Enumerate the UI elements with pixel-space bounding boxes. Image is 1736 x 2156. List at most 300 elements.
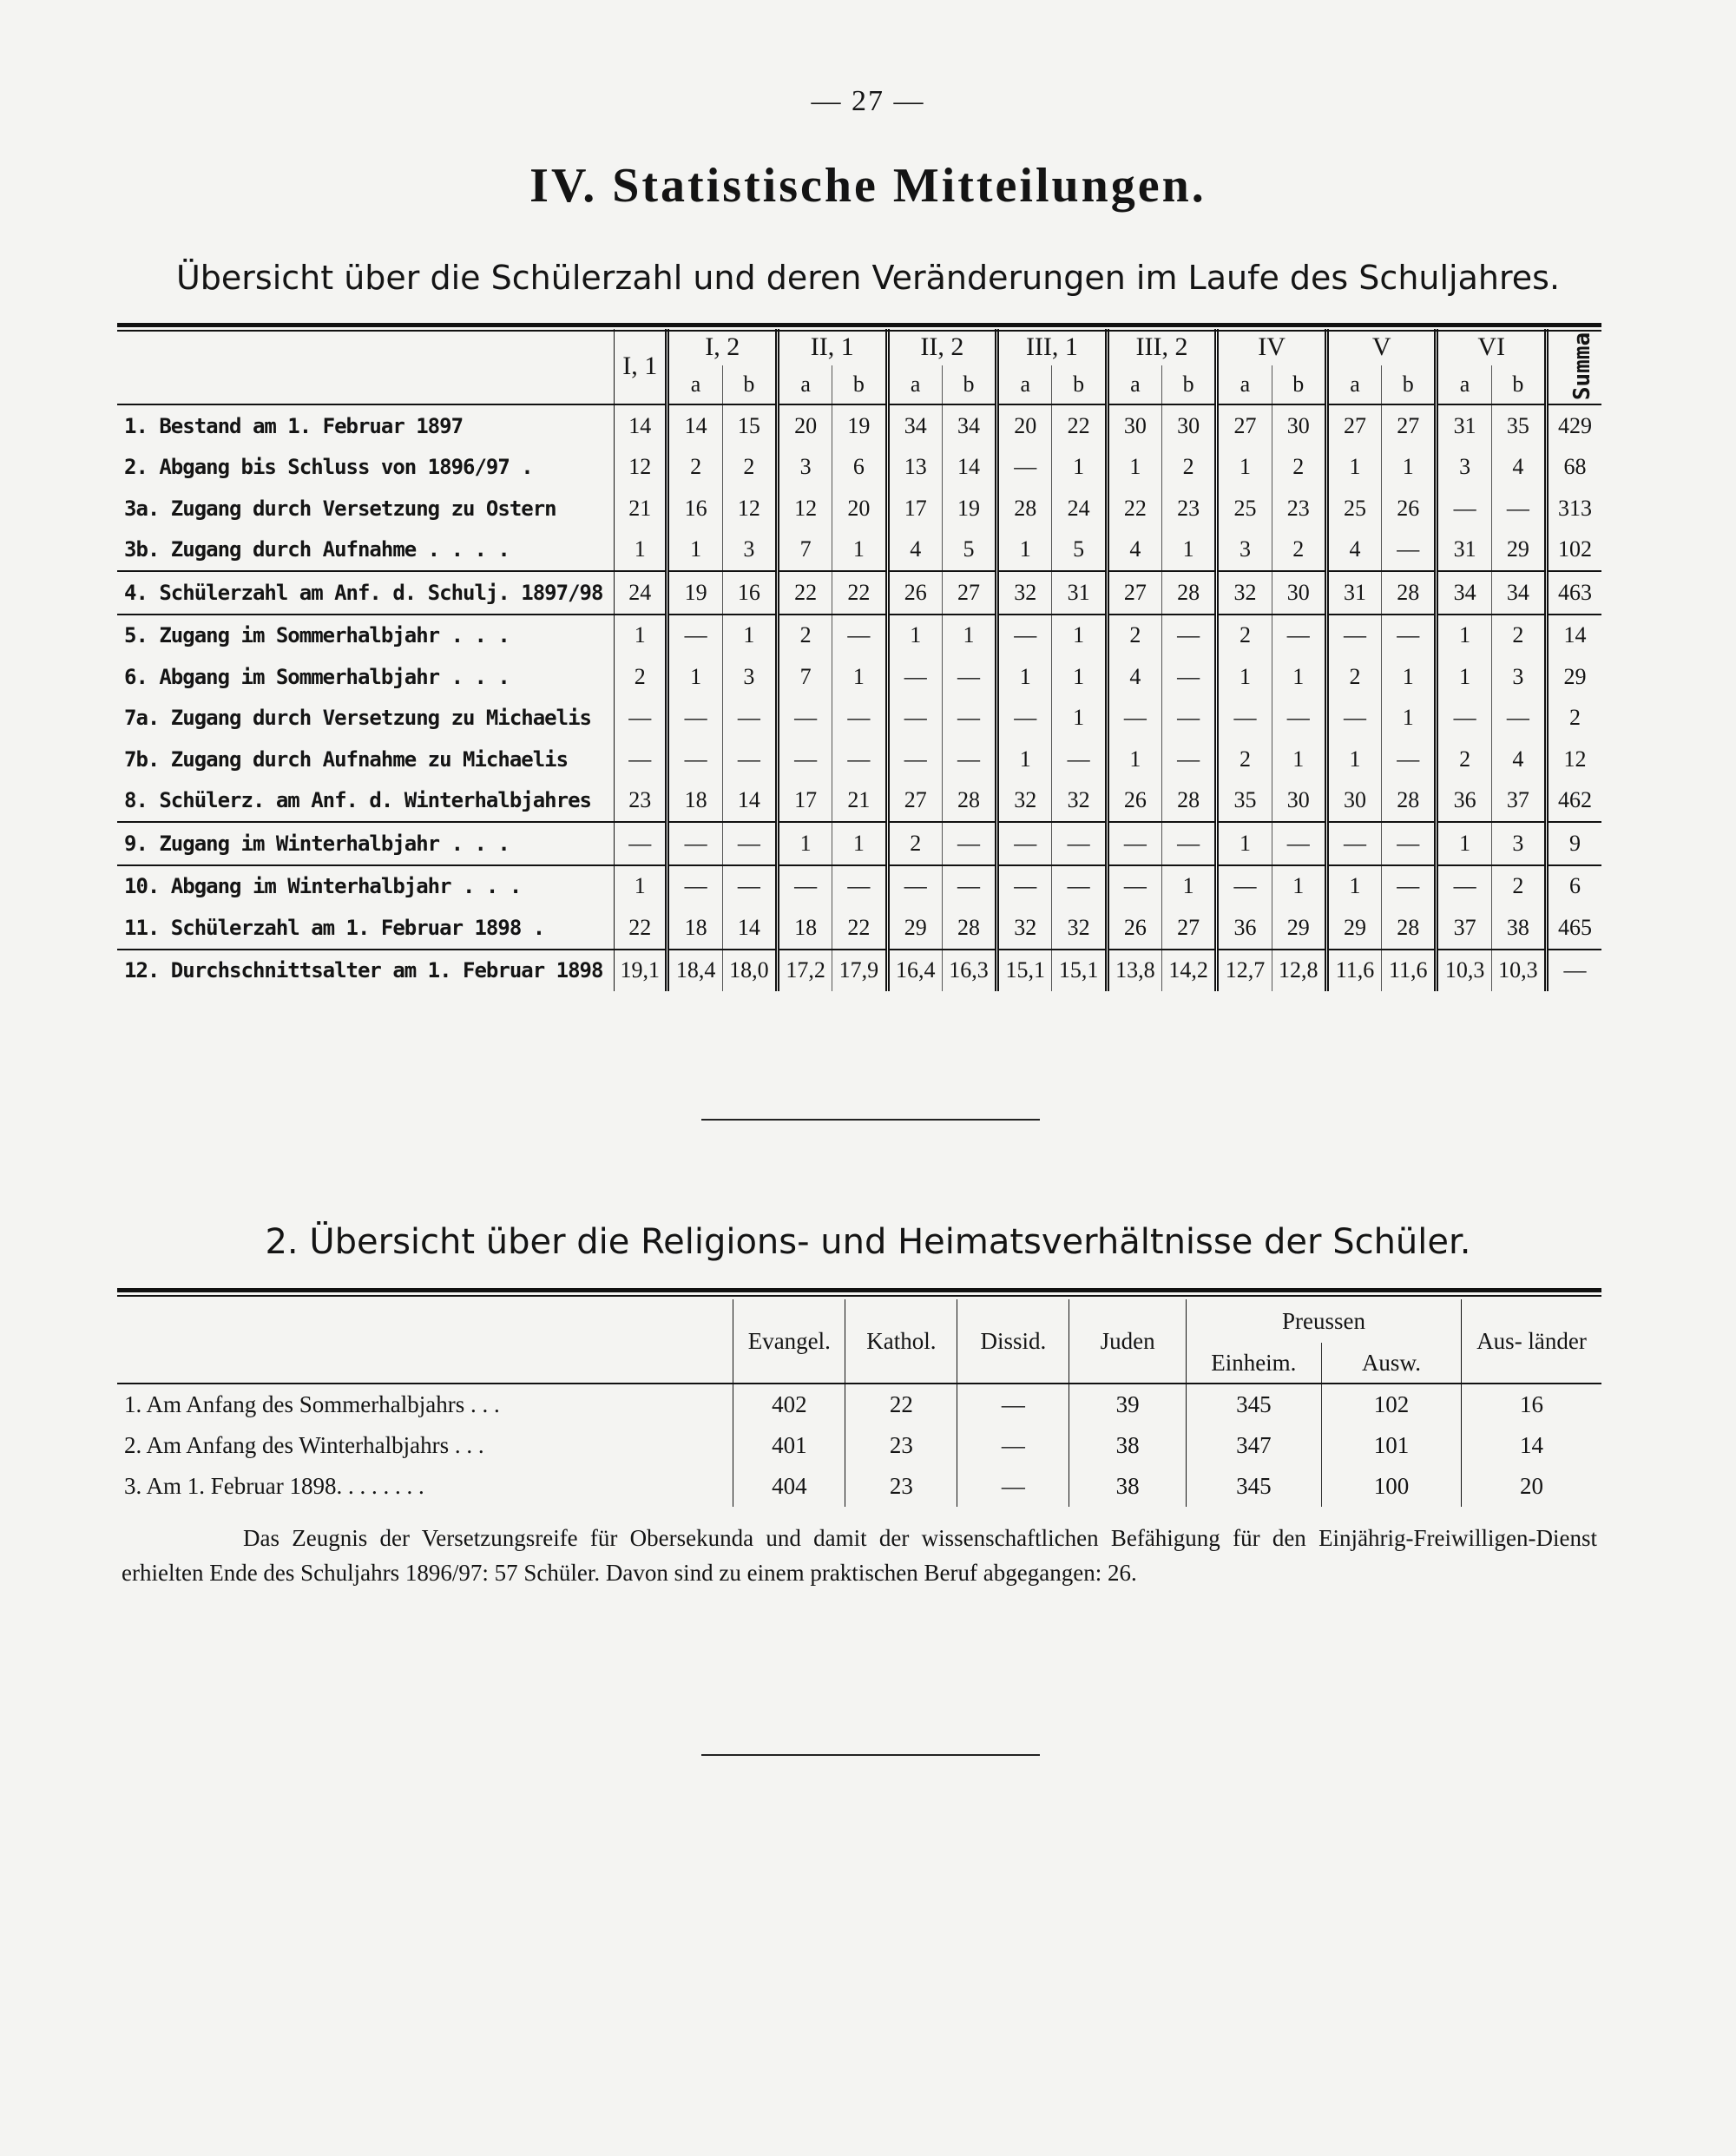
table-cell: — [1162,656,1217,698]
table-cell: — [957,1384,1069,1425]
table-cell: 25 [1217,488,1272,529]
table-cell: — [722,739,777,780]
table-cell: 429 [1547,404,1602,447]
table-cell: — [1437,865,1491,908]
table-cell: 26 [1107,907,1161,950]
table-cell: 30 [1326,780,1381,823]
table-cell: — [1437,698,1491,739]
table-cell: 23 [615,780,667,823]
table-cell: — [777,739,832,780]
table-cell: 1 [1217,656,1272,698]
table-cell: 16 [1462,1384,1601,1425]
table-cell: 402 [733,1384,845,1425]
table-cell: 2 [1547,698,1602,739]
table-cell: 465 [1547,907,1602,950]
table-cell: 29 [1326,907,1381,950]
dissid-header: Dissid. [957,1299,1069,1384]
table-cell: 102 [1321,1384,1461,1425]
table-cell: 12 [777,488,832,529]
table-cell: 34 [1491,571,1546,615]
row-label: 3b. Zugang durch Aufnahme . . . . [117,529,615,572]
table-cell: 18 [667,780,722,823]
table-cell: 12 [722,488,777,529]
row-label-header [117,329,615,404]
table-cell: 20 [832,488,887,529]
table-cell: — [667,615,722,657]
table-cell: 404 [733,1466,845,1507]
table-cell: 18,0 [722,950,777,992]
table-cell: 13,8 [1107,950,1161,992]
table-cell: 27 [1162,907,1217,950]
table-cell: 31 [1437,404,1491,447]
table-cell: 29 [887,907,942,950]
table-cell: — [777,865,832,908]
table-cell: 14,2 [1162,950,1217,992]
table-cell: 1 [832,656,887,698]
table-cell: 1 [1437,615,1491,657]
table-row [117,780,1601,823]
evangel-header: Evangel. [733,1299,845,1384]
table-row [117,529,1601,572]
table-cell: — [942,656,996,698]
table-cell: 32 [1052,907,1107,950]
table-cell: 11,6 [1326,950,1381,992]
table-cell: — [997,822,1052,865]
table-cell: 32 [997,780,1052,823]
table-cell: — [1382,865,1437,908]
table-cell: — [942,698,996,739]
table-cell: 22 [1052,404,1107,447]
table-cell: 14 [1547,615,1602,657]
table-cell: 2 [1437,739,1491,780]
table-cell: 19 [832,404,887,447]
page-number: — 27 — [811,85,925,117]
table-row [117,1384,1601,1425]
sub-b: b [1052,365,1107,404]
table-cell: 7 [777,529,832,572]
table-cell: 1 [615,865,667,908]
sub-a: a [1107,365,1161,404]
table-cell: 3 [1491,656,1546,698]
table-cell: — [1217,865,1272,908]
table-cell: 2 [1217,615,1272,657]
religion-origin-body [117,1384,1601,1507]
table-cell: — [832,865,887,908]
table-cell: 23 [845,1466,957,1507]
table-row [117,656,1601,698]
table-cell: 313 [1547,488,1602,529]
table-cell: 10,3 [1491,950,1546,992]
table-cell: — [1326,822,1381,865]
sub-a: a [887,365,942,404]
table-cell: 345 [1186,1384,1321,1425]
row-label: 8. Schülerz. am Anf. d. Winterhalbjahres [117,780,615,823]
table-cell: 2 [667,447,722,489]
table-cell: — [777,698,832,739]
table-cell: 19 [667,571,722,615]
class-header: V [1326,329,1437,365]
table-cell: 22 [845,1384,957,1425]
row-label-header [117,1299,733,1384]
table-cell: 26 [1382,488,1437,529]
table-cell: 26 [887,571,942,615]
table-cell: 3 [1217,529,1272,572]
table-cell: 32 [1052,780,1107,823]
table-cell: 1 [942,615,996,657]
table-cell: — [957,1425,1069,1466]
table-cell: 1 [667,656,722,698]
table-cell: 1 [1382,656,1437,698]
table-cell: 34 [942,404,996,447]
table-cell: 36 [1437,780,1491,823]
table-cell: — [615,822,667,865]
table-cell: 1 [1162,529,1217,572]
table-cell: 2 [615,656,667,698]
table-cell: — [997,447,1052,489]
class-header: VI [1437,329,1547,365]
table-row [117,1425,1601,1466]
row-label: 3. Am 1. Februar 1898. . . . . . . . [124,1473,424,1499]
row-label: 7a. Zugang durch Versetzung zu Michaelis [124,706,591,731]
table-cell: 1 [615,615,667,657]
table-cell: 1 [1052,656,1107,698]
table-cell: 1 [1437,822,1491,865]
table-cell: 22 [1107,488,1161,529]
table-cell: 23 [845,1425,957,1466]
sub-a: a [997,365,1052,404]
table-cell: — [1272,822,1326,865]
sub-a: a [1217,365,1272,404]
table-cell: 19,1 [615,950,667,992]
table-cell: 16 [667,488,722,529]
table-cell: 4 [1326,529,1381,572]
table-cell: 1 [1382,447,1437,489]
table-cell: — [942,865,996,908]
table-cell: 30 [1162,404,1217,447]
table-cell: — [1052,739,1107,780]
table-cell: 1 [1107,447,1161,489]
table-cell: 22 [832,571,887,615]
table-cell: 14 [722,907,777,950]
table-cell: 4 [1491,739,1546,780]
table-cell: 3 [1491,822,1546,865]
table-cell: 18,4 [667,950,722,992]
table-cell: 1 [1052,698,1107,739]
table-cell: 22 [832,907,887,950]
table-cell: 9 [1547,822,1602,865]
table-cell: 1 [777,822,832,865]
einheim-header: Einheim. [1186,1343,1321,1384]
table-cell: 28 [942,907,996,950]
table-cell: 68 [1547,447,1602,489]
table-cell: — [1491,698,1546,739]
table-cell: 6 [1547,865,1602,908]
table-cell: 27 [942,571,996,615]
table-cell: 23 [1272,488,1326,529]
table-cell: 17 [887,488,942,529]
table-cell: 2 [1272,447,1326,489]
summa-header: Summa [1547,329,1602,404]
table-cell: 12 [615,447,667,489]
table-cell: 2 [1162,447,1217,489]
table-cell: — [1107,698,1161,739]
table-cell: 1 [997,739,1052,780]
note-paragraph: Das Zeugnis der Versetzungsreife für Obersekunda und damit der wissenschaftlichen Befähigung für den Einjährig-Freiwilligen-Dienst erhielten Ende des Schuljahrs 1896/97: 57 Schüler. Davon sind zu einem praktischen Beruf abgegangen: 26. [122,1525,1597,1586]
table-cell: — [615,698,667,739]
table-cell: 35 [1217,780,1272,823]
table-cell: — [615,739,667,780]
class-header: III, 1 [997,329,1108,365]
table-cell: 38 [1491,907,1546,950]
row-label: 6. Abgang im Sommerhalbjahr . . . [124,664,510,689]
table-cell: 27 [887,780,942,823]
sub-b: b [1272,365,1326,404]
table-cell: — [832,739,887,780]
table-cell: 38 [1069,1466,1186,1507]
row-label: 2. Am Anfang des Winterhalbjahrs . . . [124,1432,484,1458]
table-cell: 5 [1052,529,1107,572]
table-cell: 1 [1272,656,1326,698]
table-cell: 10,3 [1437,950,1491,992]
table-cell: 35 [1491,404,1546,447]
row-label: 1. Bestand am 1. Februar 1897 [117,404,615,447]
table-cell: — [1162,615,1217,657]
table-cell: 2 [1491,865,1546,908]
table-cell: — [722,865,777,908]
table-cell: 27 [1107,571,1161,615]
table-cell: 31 [1437,529,1491,572]
table-cell: 1 [1382,698,1437,739]
row-label: 11. Schülerzahl am 1. Februar 1898 . [117,907,615,950]
table-cell: — [1326,615,1381,657]
table-cell: — [887,698,942,739]
sub-a: a [1437,365,1491,404]
class-header: II, 2 [887,329,997,365]
table-cell: 32 [997,907,1052,950]
table-cell: 36 [1217,907,1272,950]
table-cell: — [887,739,942,780]
table-cell: 16 [722,571,777,615]
table-cell: 463 [1547,571,1602,615]
end-rule [701,1754,1040,1756]
table-cell: — [997,865,1052,908]
row-label: 1. Am Anfang des Sommerhalbjahrs . . . [124,1391,500,1417]
table-cell: 28 [1382,571,1437,615]
table-cell: — [997,698,1052,739]
table-cell: — [1326,698,1381,739]
table-cell: 28 [997,488,1052,529]
table-cell: 20 [1462,1466,1601,1507]
table-cell: 1 [1052,615,1107,657]
table-cell: — [1382,739,1437,780]
table-cell: 29 [1547,656,1602,698]
table-cell: 17,2 [777,950,832,992]
table-cell: 19 [942,488,996,529]
table-cell: — [832,698,887,739]
preussen-header: Preussen [1186,1299,1461,1343]
ausw-header: Ausw. [1321,1343,1461,1384]
table-cell: 6 [832,447,887,489]
table-cell: 7 [777,656,832,698]
table-cell: 2 [1326,656,1381,698]
table-cell: 37 [1491,780,1546,823]
religion-header-row [117,1299,1601,1343]
religion-origin-table [117,1299,1601,1507]
table-cell: 28 [942,780,996,823]
table1-title: Übersicht über die Schülerzahl und deren Veränderungen im Laufe des Schuljahres. [175,259,1561,297]
section-title: IV. Statistische Mitteilungen. [529,159,1207,213]
table-cell: 34 [1437,571,1491,615]
sub-a: a [777,365,832,404]
table-cell: 2 [887,822,942,865]
table-cell: 462 [1547,780,1602,823]
table-cell: 28 [1162,780,1217,823]
row-label: 2. Abgang bis Schluss von 1896/97 . [124,455,533,480]
sub-b: b [832,365,887,404]
table-cell: 1 [832,529,887,572]
table-cell: 27 [1217,404,1272,447]
row-label: 4. Schülerzahl am Anf. d. Schulj. 1897/98 [117,571,615,615]
kathol-header: Kathol. [845,1299,957,1384]
table-row [117,907,1601,950]
table-cell: 1 [1217,822,1272,865]
table-cell: 17,9 [832,950,887,992]
table-cell: 14 [615,404,667,447]
table-cell: — [1491,488,1546,529]
table-cell: — [997,615,1052,657]
table2-top-rule [117,1288,1601,1297]
class-header: III, 2 [1107,329,1217,365]
table-cell: 21 [615,488,667,529]
table-cell: 21 [832,780,887,823]
table-cell: 22 [615,907,667,950]
pupil-count-body [117,404,1601,991]
table-cell: 25 [1326,488,1381,529]
table-cell: 23 [1162,488,1217,529]
table-cell: 3 [722,529,777,572]
table-cell: 13 [887,447,942,489]
table-cell: 24 [1052,488,1107,529]
table-cell: 14 [1462,1425,1601,1466]
table-cell: 345 [1186,1466,1321,1507]
row-label: 12. Durchschnittsalter am 1. Februar 1898 [124,958,603,983]
sub-b: b [1162,365,1217,404]
table2-title: 2. Übersicht über die Religions- und Heimatsverhältnisse der Schüler. [265,1222,1471,1262]
table-cell: — [887,656,942,698]
table-cell: — [1162,822,1217,865]
class-header: II, 1 [777,329,887,365]
table-cell: 1 [1326,447,1381,489]
table-cell: 27 [1326,404,1381,447]
table-cell: — [1547,950,1602,992]
class-header: I, 2 [667,329,778,365]
table-cell: 1 [615,529,667,572]
pupil-count-table [117,329,1601,991]
table-cell: 17 [777,780,832,823]
table-cell: — [1382,529,1437,572]
table-cell: — [667,698,722,739]
table-cell: 1 [1326,739,1381,780]
table-row [117,447,1601,489]
row-label: 10. Abgang im Winterhalbjahr . . . [124,874,522,899]
table-cell: 1 [997,656,1052,698]
table-cell: 15,1 [1052,950,1107,992]
table-cell: 30 [1272,780,1326,823]
table-row [117,1466,1601,1507]
table-cell: — [1437,488,1491,529]
table-cell: 30 [1272,571,1326,615]
table-cell: 1 [1217,447,1272,489]
table-cell: 29 [1491,529,1546,572]
class-header: IV [1217,329,1327,365]
table-cell: 16,4 [887,950,942,992]
table-cell: — [722,822,777,865]
table-cell: 100 [1321,1466,1461,1507]
row-label: 3a. Zugang durch Versetzung zu Ostern [124,496,556,521]
table-cell: 11,6 [1382,950,1437,992]
table-cell: 28 [1162,571,1217,615]
table-cell: 14 [942,447,996,489]
table-cell: 18 [667,907,722,950]
table-cell: 14 [667,404,722,447]
table-cell: 31 [1326,571,1381,615]
table-row [117,865,1601,908]
sub-a: a [667,365,722,404]
table-cell: — [1162,698,1217,739]
row-label: 9. Zugang im Winterhalbjahr . . . [117,822,615,865]
table-cell: 34 [887,404,942,447]
table-cell: 1 [1162,865,1217,908]
divider-rule [701,1119,1040,1121]
table-cell: 29 [1272,907,1326,950]
table-cell: 1 [1272,739,1326,780]
table-row [117,488,1601,529]
table-cell: 12,7 [1217,950,1272,992]
table-cell: 12 [1547,739,1602,780]
table-cell: 2 [777,615,832,657]
table-cell: — [667,739,722,780]
table-cell: 20 [777,404,832,447]
table-cell: 3 [1437,447,1491,489]
table-row [117,739,1601,780]
table-cell: — [942,739,996,780]
table-cell: — [667,865,722,908]
table-cell: — [1272,615,1326,657]
table-row [117,822,1601,865]
table-cell: 1 [667,529,722,572]
table-cell: 32 [997,571,1052,615]
table-row [117,404,1601,447]
table-cell: — [1052,865,1107,908]
table-cell: 347 [1186,1425,1321,1466]
table-cell: — [667,822,722,865]
table-cell: 4 [887,529,942,572]
table-cell: 2 [722,447,777,489]
table-cell: 1 [832,822,887,865]
table-cell: 15,1 [997,950,1052,992]
table-cell: — [1107,822,1161,865]
table-cell: 1 [1272,865,1326,908]
table-cell: 1 [722,615,777,657]
table-cell: 401 [733,1425,845,1466]
table-cell: 14 [722,780,777,823]
table-row [117,615,1601,657]
table-cell: 38 [1069,1425,1186,1466]
table-cell: 28 [1382,907,1437,950]
sub-a: a [1326,365,1381,404]
auslaender-header: Aus- länder [1462,1299,1601,1384]
table-cell: 24 [615,571,667,615]
